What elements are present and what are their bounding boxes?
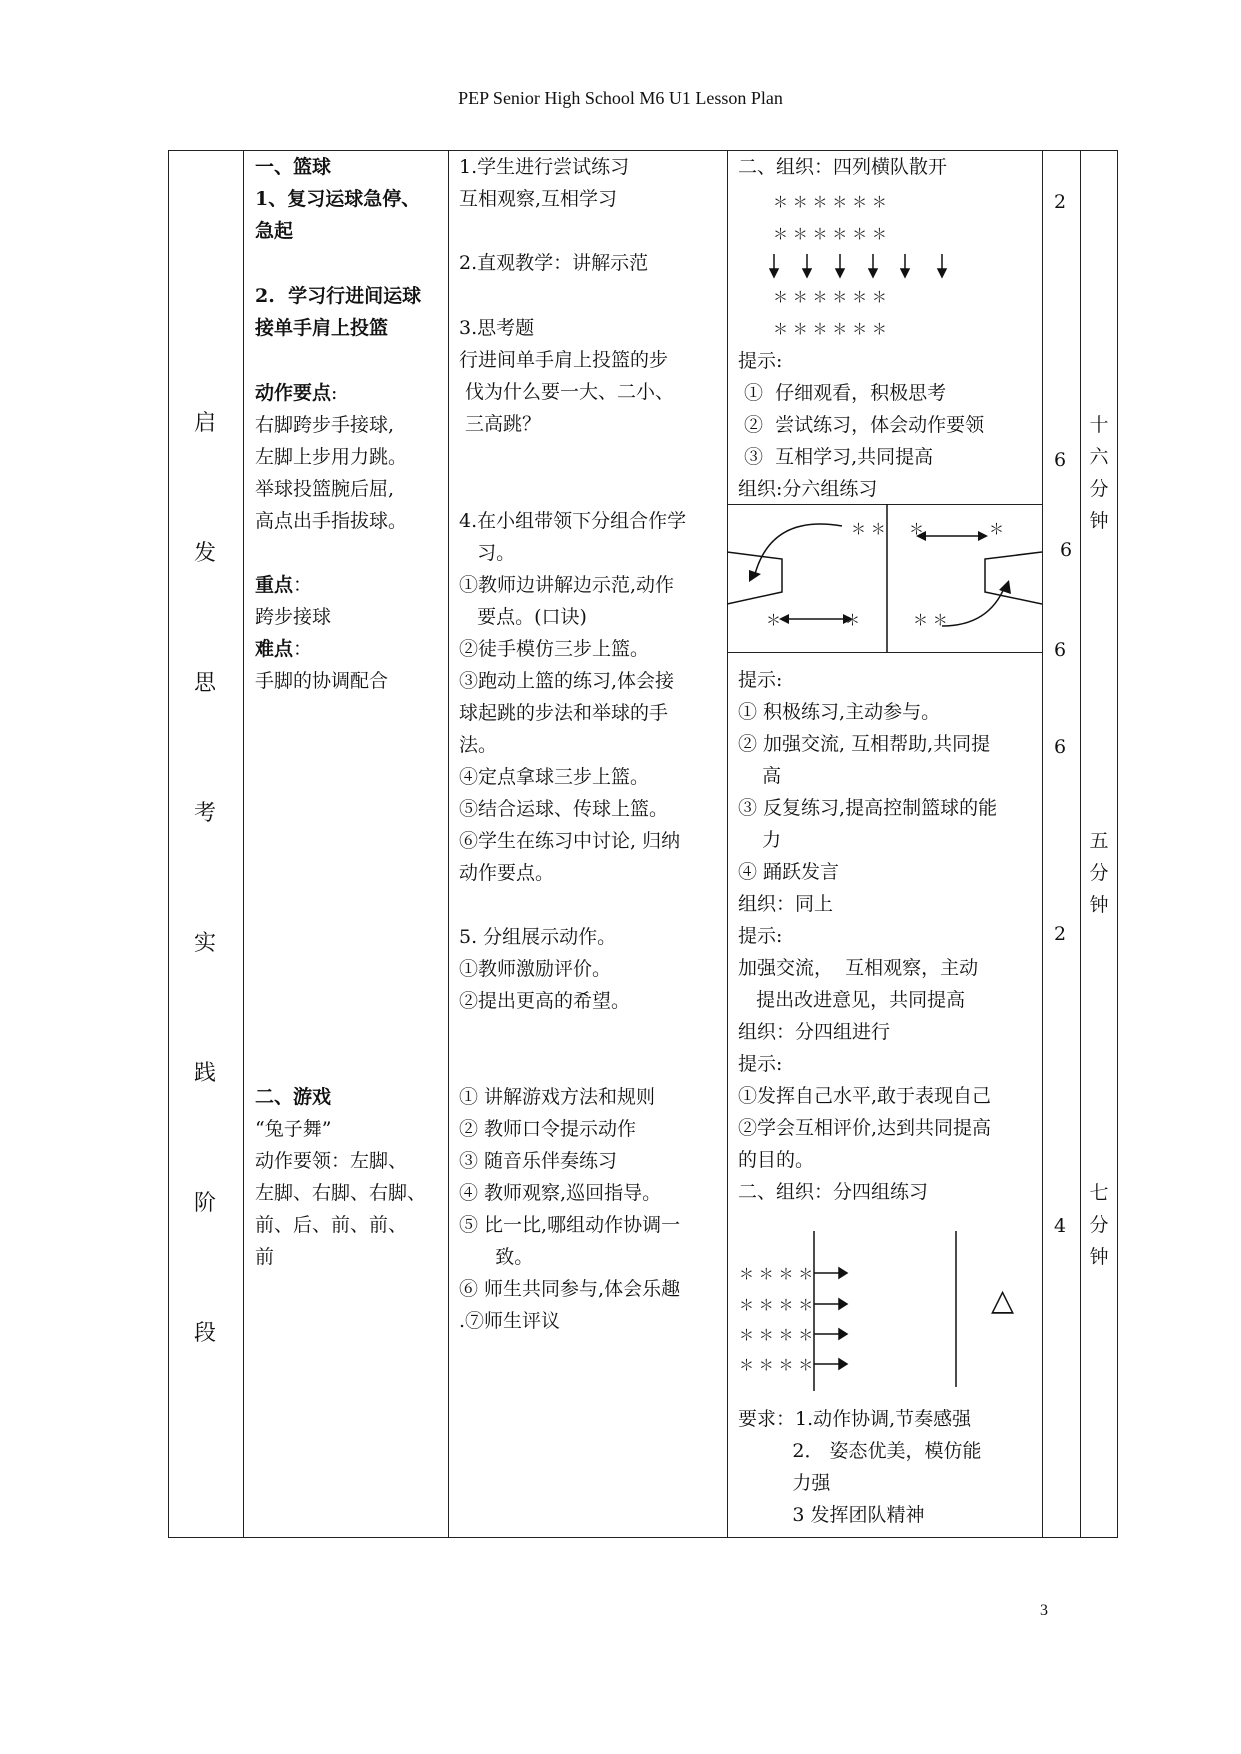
activity-line: ①教师边讲解边示范,动作	[459, 574, 675, 596]
difficulty-colon: ：	[293, 638, 313, 660]
teacher-triangle-icon: △	[991, 1283, 1015, 1318]
tip-line: ③ 互相学习,共同提高	[738, 446, 934, 468]
activity-line: 球起跳的步法和举球的手	[459, 702, 669, 724]
focus-colon: ：	[293, 574, 313, 596]
court-stars: ＊ ＊	[851, 520, 886, 538]
organization-line: 二、组织：四列横队散开	[738, 156, 948, 178]
game-title: 二、游戏	[255, 1086, 332, 1108]
stage-char: 实	[194, 931, 217, 956]
key-point-line: 左脚上步用力跳。	[255, 446, 408, 468]
activity-line: 3.思考题	[459, 317, 535, 339]
stage-char: 阶	[194, 1191, 217, 1216]
count-value: 2	[1054, 923, 1067, 945]
activity-line: 1.学生进行尝试练习	[459, 156, 630, 178]
minutes-char: 钟	[1089, 894, 1109, 916]
game-line: 左脚、右脚、右脚、	[255, 1182, 427, 1204]
activity-line: 要点。(口诀)	[459, 606, 587, 628]
stage-char: 思	[194, 671, 217, 696]
requirement-line: 2． 姿态优美，模仿能	[738, 1440, 982, 1462]
organization-line: 组织：同上	[738, 893, 834, 915]
game-step: .⑦师生评议	[459, 1310, 561, 1332]
activity-line: ⑥学生在练习中讨论, 归纳	[459, 830, 681, 852]
tip-line: ① 积极练习,主动参与。	[738, 701, 941, 723]
tip-line: ③ 反复练习,提高控制篮球的能	[738, 797, 998, 819]
item1-line2: 急起	[255, 220, 294, 242]
item2-line2: 接单手肩上投篮	[255, 317, 389, 339]
formation-star-row: ＊ ＊ ＊ ＊ ＊ ＊	[773, 320, 887, 338]
activity-line: 法。	[459, 734, 498, 756]
key-point-line: 高点出手指拔球。	[255, 510, 408, 532]
tip-line: ①发挥自己水平,敢于表现自己	[738, 1085, 992, 1107]
page-header: PEP Senior High School M6 U1 Lesson Plan	[458, 88, 783, 108]
minutes-char: 钟	[1089, 1246, 1109, 1268]
court-stars: ＊	[909, 520, 925, 538]
activity-line: 动作要点。	[459, 862, 555, 884]
activity-line: ①教师激励评价。	[459, 958, 612, 980]
count-value: 6	[1054, 449, 1067, 471]
court-stars: ＊	[845, 611, 861, 629]
key-points-colon: :	[331, 382, 338, 404]
activity-line: 习。	[459, 542, 516, 564]
minutes-char: 十	[1089, 414, 1109, 436]
stage-char: 段	[194, 1321, 217, 1346]
game-line: 前	[255, 1246, 275, 1268]
formation-star-row: ＊ ＊ ＊ ＊ ＊ ＊	[773, 288, 887, 306]
tip-line: 提出改进意见，共同提高	[738, 989, 966, 1011]
game-line: 前、后、前、前、	[255, 1214, 408, 1236]
diagram-border-bottom	[727, 652, 1042, 653]
difficulty-text: 手脚的协调配合	[255, 670, 389, 692]
activity-line: 2.直观教学：讲解示范	[459, 252, 649, 274]
count-value: 6	[1054, 639, 1067, 661]
activity-line: 4.在小组带领下分组合作学	[459, 510, 687, 532]
activity-line: 5. 分组展示动作。	[459, 926, 617, 948]
game-step: ⑤ 比一比,哪组动作协调一	[459, 1214, 681, 1236]
activity-line: ⑤结合运球、传球上篮。	[459, 798, 669, 820]
organization-line: 组织:分六组练习	[738, 478, 878, 500]
game-step: ② 教师口令提示动作	[459, 1118, 637, 1140]
game-line: 动作要领：左脚、	[255, 1150, 408, 1172]
court-stars: ＊	[766, 611, 782, 629]
tip-line: 力	[738, 829, 782, 851]
count-value: 6	[1054, 736, 1067, 758]
game-step: 致。	[459, 1246, 534, 1268]
game-step: ④ 教师观察,巡回指导。	[459, 1182, 662, 1204]
activity-line: ②提出更高的希望。	[459, 990, 631, 1012]
tip-line: ② 尝试练习，体会动作要领	[738, 414, 985, 436]
formation-star-row: ＊ ＊ ＊ ＊ ＊ ＊	[773, 193, 887, 211]
col-divider	[1042, 151, 1043, 1537]
game-star-row: ＊ ＊ ＊ ＊	[739, 1296, 814, 1314]
key-point-line: 举球投篮腕后屈,	[255, 478, 395, 500]
requirement-line: 3 发挥团队精神	[738, 1504, 925, 1526]
game-formation-diagram	[809, 1231, 969, 1391]
court-stars: ＊ ＊	[913, 611, 948, 629]
minutes-char: 钟	[1089, 510, 1109, 532]
formation-star-row: ＊ ＊ ＊ ＊ ＊ ＊	[773, 225, 887, 243]
minutes-char: 分	[1089, 862, 1109, 884]
col-divider	[448, 151, 449, 1537]
item2-line1: 2. 学习行进间运球	[255, 285, 422, 307]
minutes-char: 分	[1089, 478, 1109, 500]
tip-line: ② 加强交流, 互相帮助,共同提	[738, 733, 991, 755]
tip-line: ②学会互相评价,达到共同提高	[738, 1117, 992, 1139]
game-name: “兔子舞”	[255, 1118, 332, 1140]
activity-line: ③跑动上篮的练习,体会接	[459, 670, 675, 692]
tip-line: 加强交流， 互相观察，主动	[738, 957, 979, 979]
minutes-char: 七	[1089, 1182, 1109, 1204]
tips-title: 提示:	[738, 925, 783, 947]
minutes-char: 分	[1089, 1214, 1109, 1236]
stage-char: 启	[194, 411, 217, 436]
activity-line: 行进间单手肩上投篮的步	[459, 349, 669, 371]
tip-line: 高	[738, 765, 782, 787]
court-stars: ＊	[989, 520, 1005, 538]
stage-char: 考	[194, 801, 217, 826]
focus-label: 重点	[255, 574, 294, 596]
col-divider	[243, 151, 244, 1537]
difficulty-title	[255, 633, 312, 665]
col-divider	[727, 151, 728, 1537]
count-value: 2	[1054, 191, 1067, 213]
activity-line: 互相观察,互相学习	[459, 188, 618, 210]
count-value: 6	[1060, 539, 1073, 561]
stage-char: 发	[194, 541, 217, 566]
game-star-row: ＊ ＊ ＊ ＊	[739, 1326, 814, 1344]
key-points-label: 动作要点	[255, 382, 332, 404]
basketball-title: 一、篮球	[255, 156, 332, 178]
focus-text: 跨步接球	[255, 606, 332, 628]
requirement-line: 要求：1.动作协调,节奏感强	[738, 1408, 972, 1430]
minutes-char: 五	[1089, 830, 1109, 852]
tip-line: ① 仔细观看，积极思考	[738, 382, 947, 404]
activity-line: 三高跳？	[459, 413, 542, 435]
minutes-char: 六	[1089, 446, 1109, 468]
difficulty-label: 难点	[255, 638, 294, 660]
down-arrows	[769, 251, 969, 281]
activity-line: ④定点拿球三步上篮。	[459, 766, 650, 788]
requirement-line: 力强	[738, 1472, 831, 1494]
game-step: ③ 随音乐伴奏练习	[459, 1150, 618, 1172]
game-star-row: ＊ ＊ ＊ ＊	[739, 1356, 814, 1374]
game-star-row: ＊ ＊ ＊ ＊	[739, 1265, 814, 1283]
organization-line: 二、组织：分四组练习	[738, 1181, 929, 1203]
tip-line: ④ 踊跃发言	[738, 861, 840, 883]
key-points-title	[255, 377, 337, 409]
focus-title	[255, 569, 312, 601]
stage-char: 践	[194, 1061, 217, 1086]
tips-title: 提示:	[738, 1053, 783, 1075]
activity-line: ②徒手模仿三步上篮。	[459, 638, 650, 660]
count-value: 4	[1054, 1215, 1067, 1237]
activity-line: 伐为什么要一大、二小、	[459, 381, 675, 403]
tips-title: 提示:	[738, 350, 783, 372]
col-divider	[1080, 151, 1081, 1537]
lesson-table	[168, 150, 1118, 1538]
page-number: 3	[1040, 1602, 1048, 1619]
game-step: ① 讲解游戏方法和规则	[459, 1086, 656, 1108]
item1-line1: 1、复习运球急停、	[255, 188, 421, 210]
tips-title: 提示:	[738, 669, 783, 691]
tip-line: 的目的。	[738, 1149, 815, 1171]
key-point-line: 右脚跨步手接球,	[255, 414, 395, 436]
game-step: ⑥ 师生共同参与,体会乐趣	[459, 1278, 681, 1300]
organization-line: 组织：分四组进行	[738, 1021, 891, 1043]
